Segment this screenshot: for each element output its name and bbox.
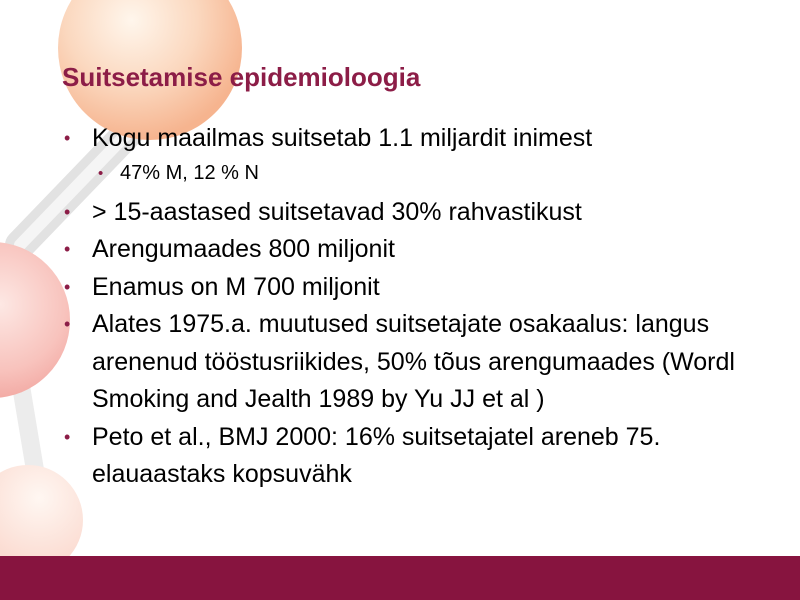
bullet-item: • Kogu maailmas suitsetab 1.1 miljardit inimest: [62, 120, 762, 158]
sub-bullet-item: • 47% M, 12 % N: [62, 158, 762, 189]
bullet-item: • Enamus on M 700 miljonit: [62, 269, 762, 307]
bullet-item: • Alates 1975.a. muutused suitsetajate osakaalus: langus arenenud tööstusriikides, 50% tõus arengumaades (Wordl Smoking and Jealth 1989 by Yu JJ et al ): [62, 306, 762, 419]
bullet-item: • Peto et al., BMJ 2000: 16% suitsetajatel areneb 75. elauaastaks kopsuvähk: [62, 419, 762, 494]
bullet-item: • > 15-aastased suitsetavad 30% rahvastikust: [62, 194, 762, 232]
bullet-item: • Arengumaades 800 miljonit: [62, 231, 762, 269]
bottom-bar: [0, 556, 800, 600]
bullet-list: [62, 120, 762, 494]
slide-title: Suitsetamise epidemioloogia: [62, 62, 421, 92]
